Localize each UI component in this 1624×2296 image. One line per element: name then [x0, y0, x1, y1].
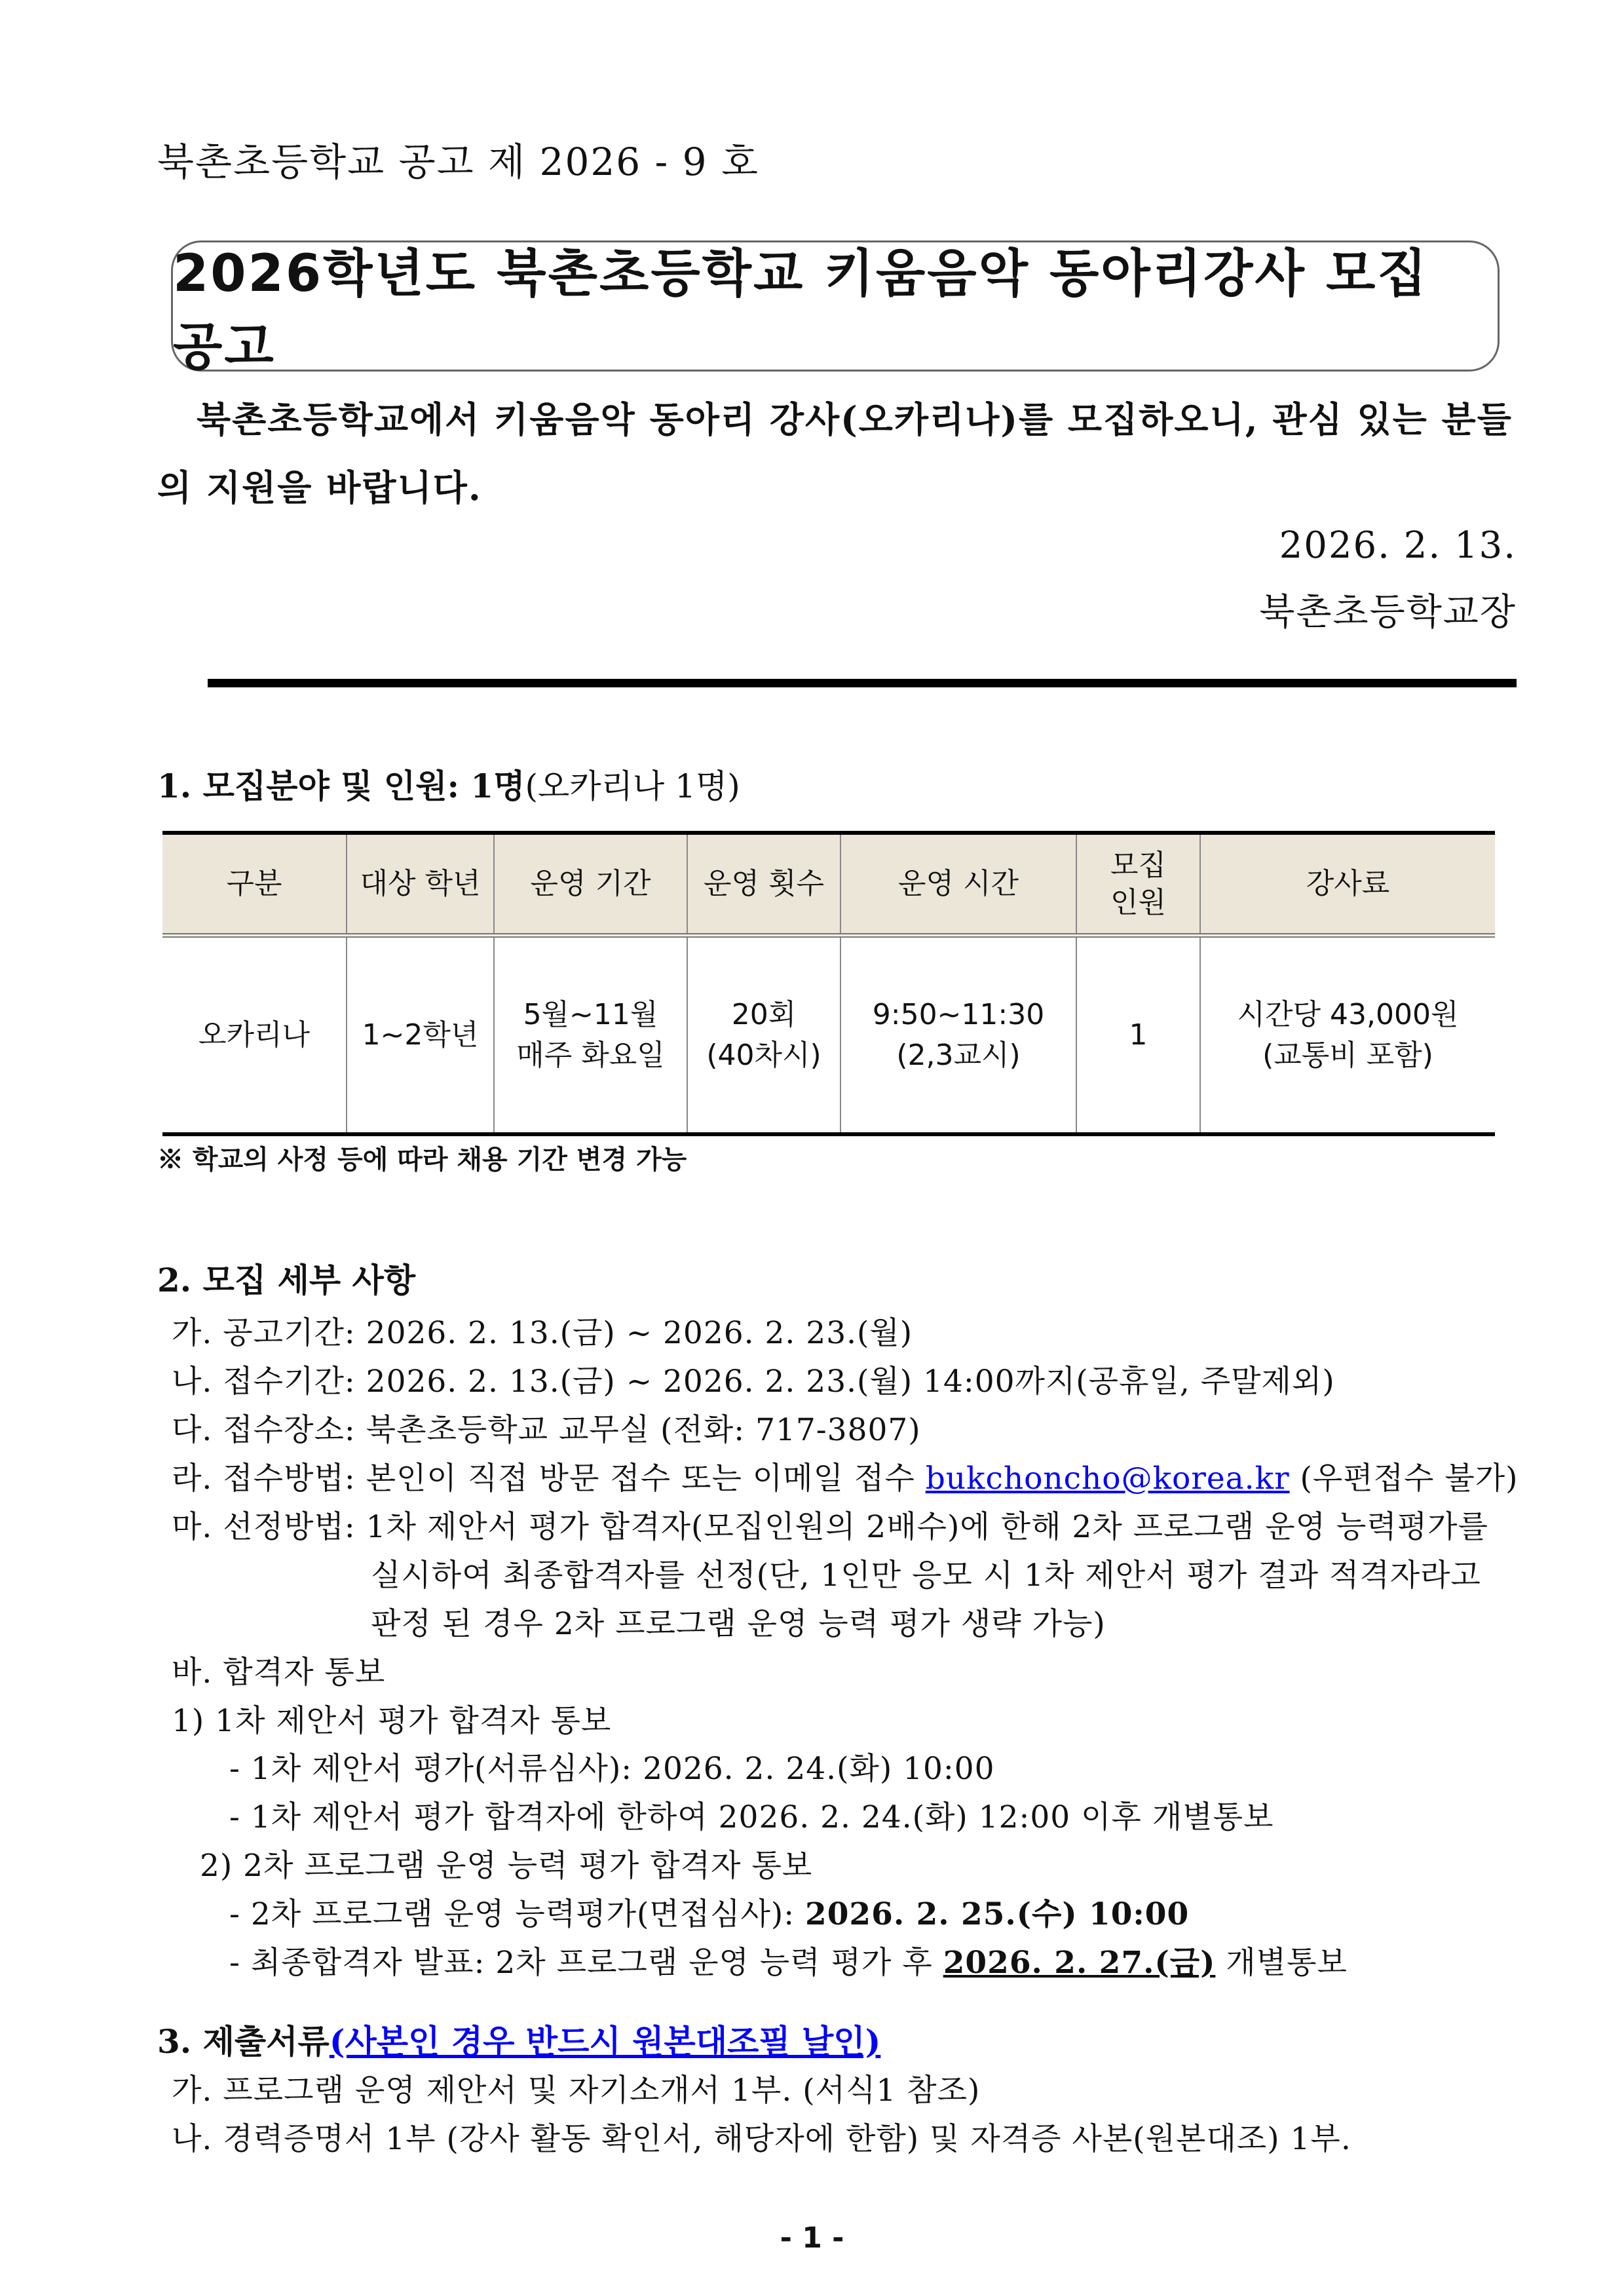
- notice-step-1a: - 1차 제안서 평가(서류심사): 2026. 2. 24.(화) 10:00: [229, 1751, 995, 1787]
- notice-step-2: 2) 2차 프로그램 운영 능력 평가 합격자 통보: [200, 1848, 813, 1884]
- document-title: 2026학년도 북촌초등학교 키움음악 동아리강사 모집 공고: [173, 244, 1429, 377]
- cell-period: [494, 936, 687, 1135]
- recruitment-table: [162, 831, 1495, 1136]
- fee-amount: 시간당 43,000원: [1237, 997, 1459, 1031]
- section-2-title: 2. 모집 세부 사항: [157, 1261, 416, 1299]
- count-sessions: 20회: [731, 997, 797, 1031]
- step-text: - 최종합격자 발표: 2차 프로그램 운영 능력 평가 후: [229, 1945, 943, 1981]
- col-header-line: 모집: [1110, 848, 1166, 882]
- step-text: - 2차 프로그램 운영 능력평가(면접심사):: [229, 1896, 806, 1932]
- method-note: (우편접수 불가): [1289, 1461, 1519, 1497]
- section-3-title: 3. 제출서류: [157, 2022, 330, 2061]
- col-header: 대상 학년: [347, 833, 494, 936]
- step-suffix: 개별통보: [1215, 1945, 1348, 1981]
- cell-count: [687, 936, 840, 1135]
- divider: [208, 679, 1517, 687]
- table-header-row: [162, 833, 1495, 936]
- title-box: [171, 240, 1500, 377]
- col-header: 운영 시간: [840, 833, 1076, 936]
- intro-line-2: 의 지원을 바랍니다.: [157, 467, 482, 508]
- section-1-sub: (오카리나 1명): [525, 767, 740, 805]
- detail-announce-period: 가. 공고기간: 2026. 2. 13.(금) ~ 2026. 2. 23.(월): [172, 1315, 913, 1351]
- cell-fee: [1200, 936, 1495, 1135]
- cell-grade: 1~2학년: [347, 936, 494, 1135]
- detail-receipt-place: 다. 접수장소: 북촌초등학교 교무실 (전화: 717-3807): [172, 1412, 921, 1448]
- section-3-heading: [157, 2016, 880, 2063]
- page-number: - 1 -: [780, 2221, 844, 2255]
- cell-people: 1: [1076, 936, 1200, 1135]
- method-text: 라. 접수방법: 본인이 직접 방문 접수 또는 이메일 접수: [172, 1461, 926, 1497]
- time-periods: (2,3교시): [896, 1038, 1021, 1072]
- detail-receipt-period: 나. 접수기간: 2026. 2. 13.(금) ~ 2026. 2. 23.(월) 14:00까지(공휴일, 주말제외): [172, 1364, 1335, 1400]
- detail-receipt-method: [172, 1454, 1519, 1498]
- issuer: 북촌초등학교장: [1259, 591, 1517, 634]
- section-1-heading: [157, 760, 740, 807]
- notice-date: 2026. 2. 13.: [1279, 524, 1517, 567]
- col-header: 운영 기간: [494, 833, 687, 936]
- email-link[interactable]: bukchoncho@korea.kr: [925, 1461, 1290, 1497]
- detail-notice: 바. 합격자 통보: [172, 1655, 386, 1691]
- col-header: 구분: [162, 833, 347, 936]
- notice-step-1: 1) 1차 제안서 평가 합격자 통보: [172, 1703, 612, 1739]
- notice-step-2b: [229, 1938, 1348, 1982]
- time-range: 9:50~11:30: [872, 997, 1045, 1031]
- cell-time: [840, 936, 1076, 1135]
- section-3-note: (사본인 경우 반드시 원본대조필 날인): [329, 2022, 881, 2061]
- col-header: 강사료: [1200, 833, 1495, 936]
- cell-subject: 오카리나: [162, 936, 347, 1135]
- intro-line-1: 북촌초등학교에서 키움음악 동아리 강사(오카리나)를 모집하오니, 관심 있는 분들: [197, 398, 1513, 440]
- col-header-line: 인원: [1110, 886, 1166, 919]
- notice-step-2a: [229, 1890, 1189, 1934]
- table-note: ※ 학교의 사정 등에 따라 채용 기간 변경 가능: [157, 1144, 687, 1175]
- period-day: 매주 화요일: [516, 1038, 665, 1072]
- interview-date: 2026. 2. 25.(수) 10:00: [805, 1896, 1190, 1932]
- document-item-2: 나. 경력증명서 1부 (강사 활동 확인서, 해당자에 한함) 및 자격증 사본(원본대조) 1부.: [172, 2121, 1351, 2157]
- fee-note: (교통비 포함): [1262, 1038, 1433, 1072]
- count-hours: (40차시): [706, 1038, 821, 1072]
- table-row: [162, 936, 1495, 1135]
- detail-selection-1: 마. 선정방법: 1차 제안서 평가 합격자(모집인원의 2배수)에 한해 2차 프로그램 운영 능력평가를: [172, 1509, 1488, 1545]
- document-item-1: 가. 프로그램 운영 제안서 및 자기소개서 1부. (서식1 참조): [172, 2073, 981, 2109]
- col-header: [1076, 833, 1200, 936]
- detail-selection-3: 판정 된 경우 2차 프로그램 운영 능력 평가 생략 가능): [371, 1606, 1106, 1642]
- col-header: 운영 횟수: [687, 833, 840, 936]
- notice-number: 북촌초등학교 공고 제 2026 - 9 호: [157, 140, 760, 184]
- notice-step-1b: - 1차 제안서 평가 합격자에 한하여 2026. 2. 24.(화) 12:00 이후 개별통보: [229, 1799, 1274, 1835]
- final-date: 2026. 2. 27.(금): [943, 1945, 1216, 1981]
- section-1-title: 1. 모집분야 및 인원: 1명: [157, 767, 525, 805]
- detail-selection-2: 실시하여 최종합격자를 선정(단, 1인만 응모 시 1차 제안서 평가 결과 적격자라고: [371, 1558, 1481, 1594]
- period-months: 5월~11월: [523, 997, 658, 1031]
